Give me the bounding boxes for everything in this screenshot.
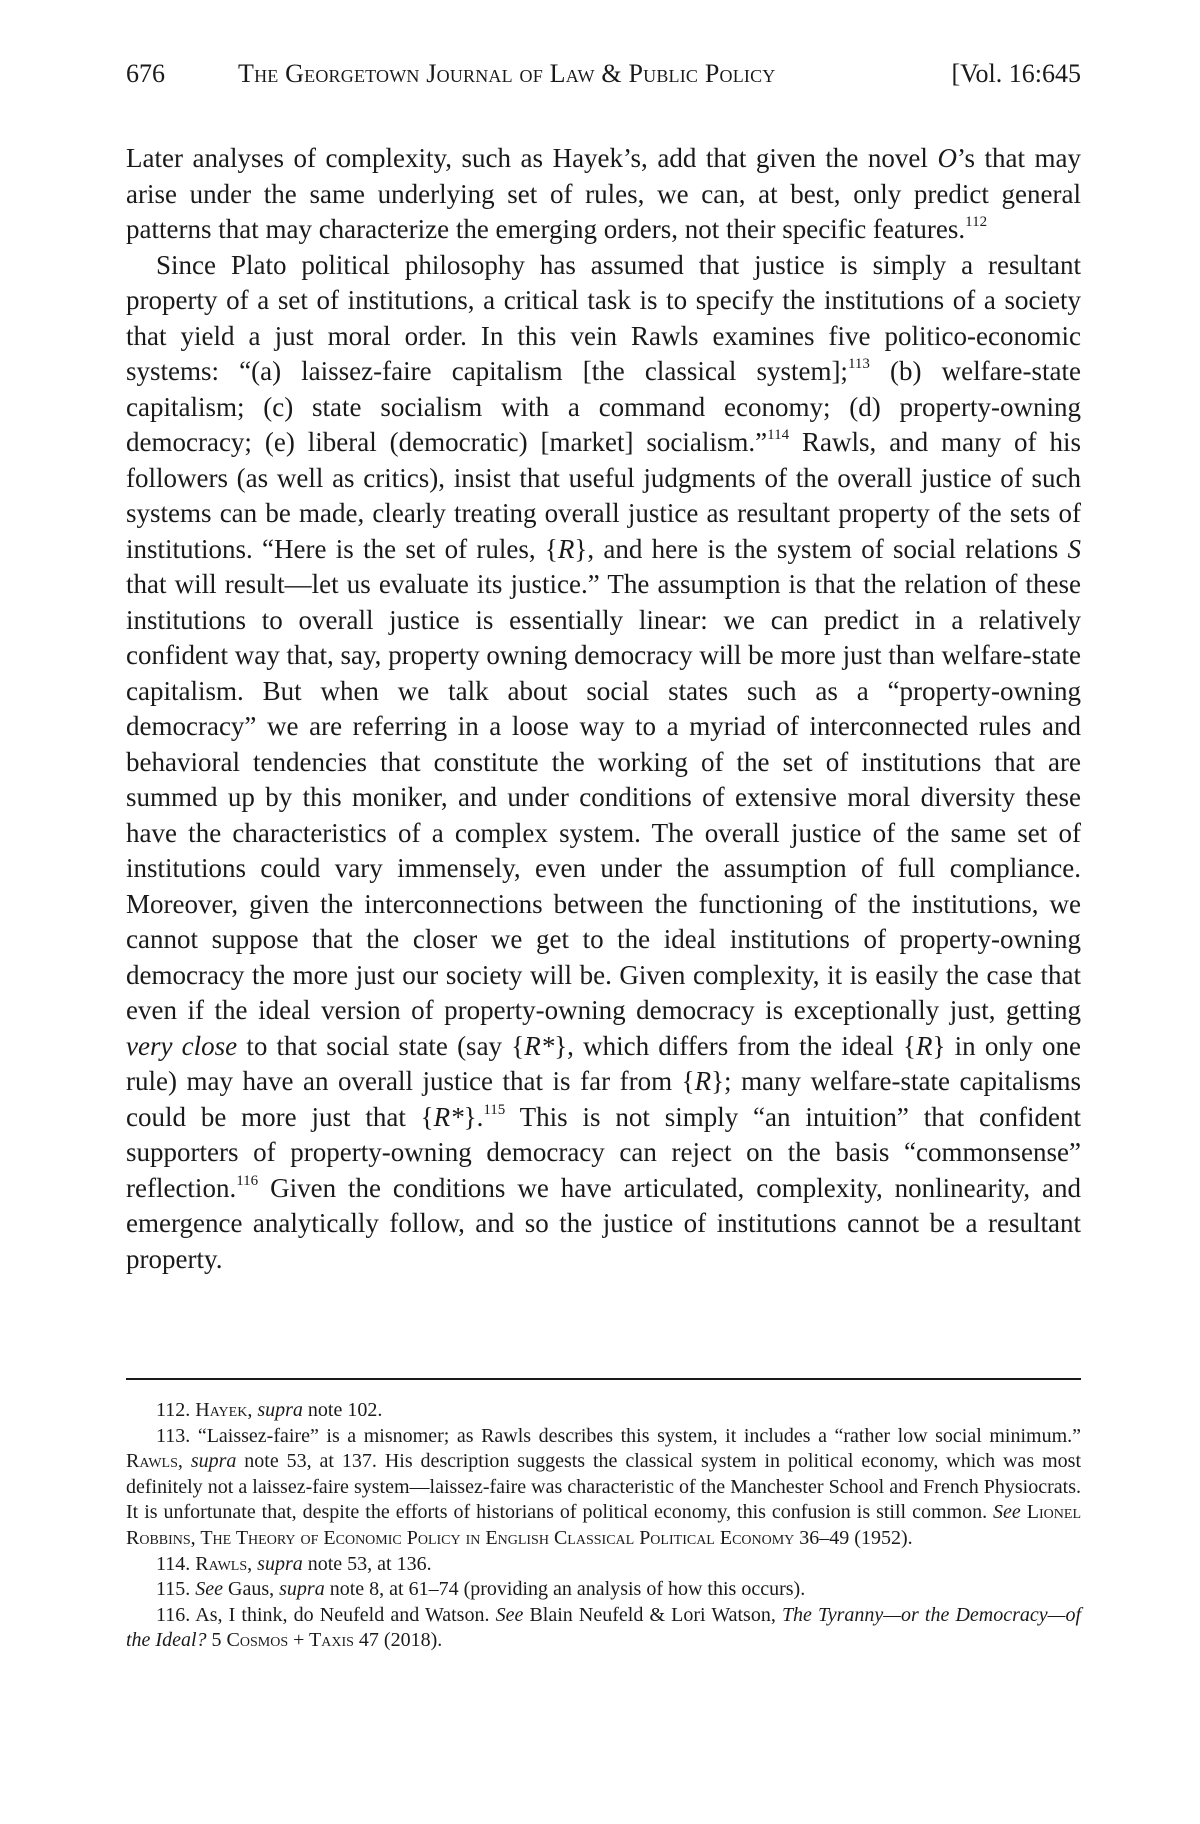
footnote-112: 112. Hayek, supra note 102. — [156, 1399, 383, 1421]
variable-r: R — [557, 533, 575, 564]
footnote-divider — [126, 1378, 1081, 1380]
footnote-ref-112[interactable]: 112 — [965, 214, 988, 230]
footnote-116: 116. As, I think, do Neufeld and Watson. See Blain Neufeld & Lori Watson, The Tyranny—or the Democracy—of the Ideal? 5 Cosmos + Taxis 47 (2018). — [126, 1603, 1081, 1652]
footnote-115: 115. See Gaus, supra note 8, at 61–74 (providing an analysis of how this occurs). — [156, 1578, 806, 1601]
footnote-ref-114[interactable]: 114 — [767, 427, 790, 443]
emphasis-very-close: very close — [126, 1030, 238, 1061]
footnotes — [126, 1398, 1081, 1654]
variable-r-star: R* — [433, 1101, 464, 1132]
paragraph-1: Later analyses of complexity, such as Hayek’s, add that given the novel O’s that may arise under the same underlying set of rules, we can, at best, only predict general patterns that may characterize the emerging orders, not their specific features.$^{112}$ — [126, 143, 1081, 244]
variable-r: R — [694, 1066, 712, 1096]
variable-s: S — [1067, 533, 1082, 564]
footnote-ref-116[interactable]: 116 — [236, 1172, 259, 1189]
main-text — [126, 141, 1081, 1277]
variable-r-star: R* — [524, 1030, 555, 1061]
footnote-113: 113. “Laissez-faire” is a misnomer; as Rawls describes this system, it includes a “rather low social minimum.” Rawls, supra note 53, at 137. His description suggests the classical system in political economy, which was most definitely not a laissez-faire system—laissez-faire was characteristic of the Manchester School and French Physiocrats. It is unfortunate that, despite the efforts of historians of political economy, this confusion is still common. See Lionel Robbins, The Theory of Economic Policy in English Classical Political Economy 36–49 (1952). — [126, 1424, 1082, 1549]
running-header — [126, 54, 1081, 94]
page-number: 676 — [126, 59, 165, 88]
footnote-ref-115[interactable]: 115 — [483, 1101, 506, 1118]
variable-r: R — [915, 1030, 933, 1061]
journal-title: The Georgetown Journal of Law & Public Policy — [238, 59, 776, 88]
document-page — [126, 0, 1081, 1824]
volume-citation: [Vol. 16:645 — [951, 59, 1081, 88]
paragraph-2: Since Plato political philosophy has assumed that justice is simply a resultant property of a set of institutions, a critical task is to specify the institutions of a society that yield a just moral order. In this vein Rawls examines five politico-economic systems: “(a) laissez-faire capitalism [the classical system];$^{113}$ (b) welfare-state capitalism; (c) state socialism with a command economy; (d) property-owning democracy; (e) liberal (democratic) [market] socialism.”$^{114}$ Rawls, and many of his followers (as well as critics), insist that useful judgments of the overall justice of such systems can be made, clearly treating overall justice as resultant property of the sets of institutions. “Here is the set of rules, {R}, and here is the system of social relations S that will result—let us evaluate its justice.” The assumption is that the relation of these institutions to overall justice is essentially linear: we can predict in a relatively confident way that, say, property owning democracy will be more just than welfare-state capitalism. But when we talk about social states such as a “property-owning democracy” we are referring in a loose way to a myriad of interconnected rules and behavioral tendencies that constitute the working of the set of institutions that are summed up by this moniker, and under conditions of extensive moral diversity these have the characteristics of a complex system. The overall justice of the same set of institutions could vary immensely, even under the assumption of full compliance. Moreover, given the interconnections between the functioning of the institutions, we cannot suppose that the closer we get to the ideal institutions of property-owning democracy the more just our society will be. Given complexity, it is easily the case that even if the ideal version of property-owning democracy is exceptionally just, getting very close to that social state (say {R*}, which differs from the ideal {R} in only one rule) may have an overall justice that is far from {R}; many welfare-state capitalisms could be more just that {R*}.$^{115}$ This is not simply “an intuition” that confident supporters of property-owning democracy can reject on the basis “commonsense” reflection.$^{116}$ Given the conditions we have articulated, complexity, nonlinearity, and emergence analytically follow, and so the justice of institutions cannot be a resultant property. — [126, 249, 1082, 1274]
footnote-114: 114. Rawls, supra note 53, at 136. — [156, 1552, 432, 1575]
variable-o: O — [937, 143, 957, 173]
footnote-ref-113[interactable]: 113 — [847, 356, 870, 372]
